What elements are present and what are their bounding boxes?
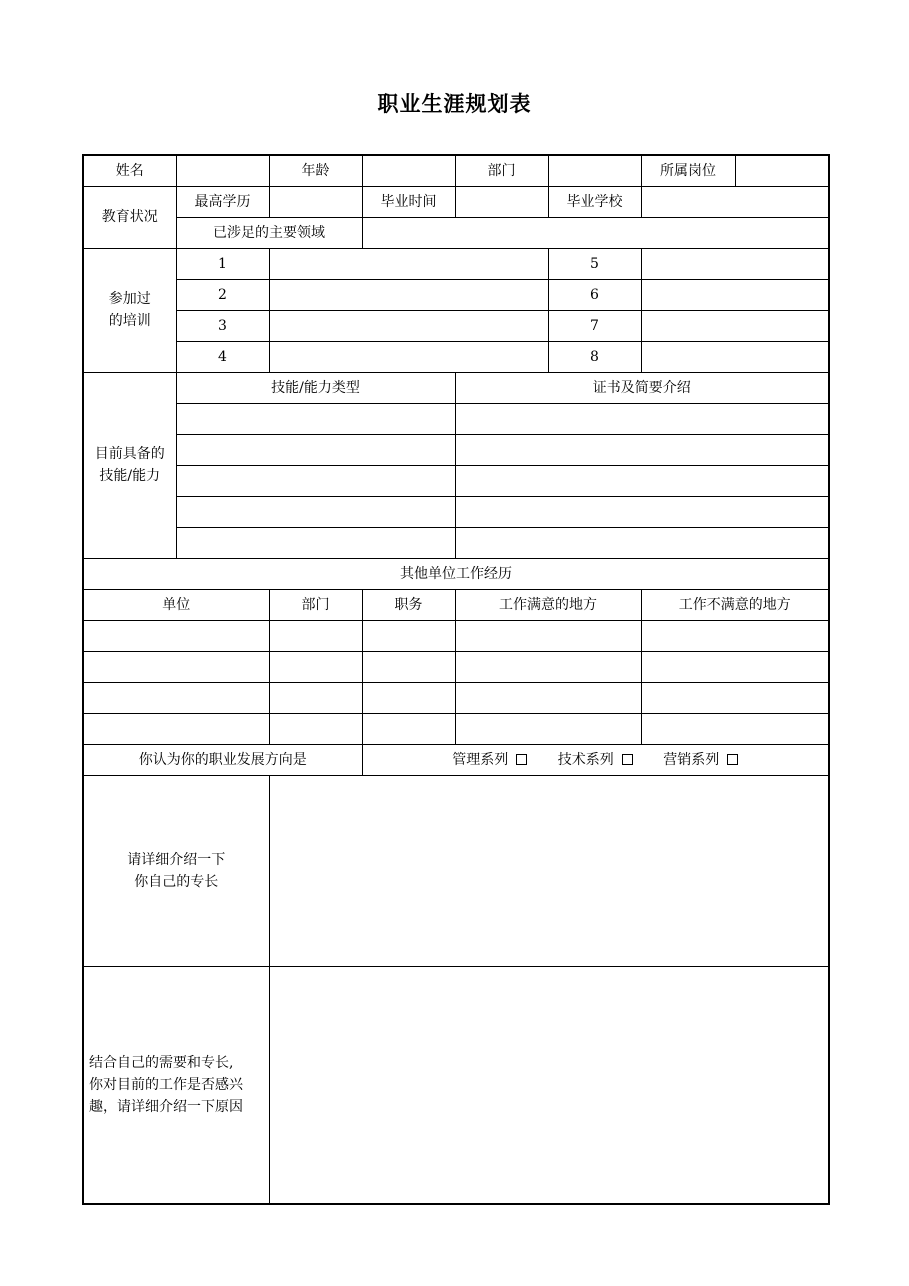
work-satisfied-field[interactable]: [455, 651, 641, 682]
training-field[interactable]: [641, 279, 829, 310]
career-question: 你认为你的职业发展方向是: [83, 744, 362, 775]
training-number: 4: [176, 341, 269, 372]
checkbox-icon[interactable]: [727, 754, 738, 765]
skill-type-field[interactable]: [176, 465, 455, 496]
work-row: [83, 651, 829, 682]
work-unsatisfied-field[interactable]: [641, 620, 829, 651]
fields-label: 已涉足的主要领域: [176, 217, 362, 248]
page-title: 职业生涯规划表: [377, 92, 532, 116]
skills-row: [83, 403, 829, 434]
skills-label-line1: 目前具备的: [94, 446, 165, 462]
cert-field[interactable]: [455, 465, 829, 496]
post-field[interactable]: [735, 155, 829, 186]
skills-row: [83, 465, 829, 496]
training-number: 2: [176, 279, 269, 310]
training-row: [83, 341, 829, 372]
school-label: 毕业学校: [548, 186, 641, 217]
work-title-row: [83, 558, 829, 589]
training-row: [83, 279, 829, 310]
work-header-row: [83, 589, 829, 620]
work-dept-field[interactable]: [269, 713, 362, 744]
education-row-2: [83, 217, 829, 248]
cert-field[interactable]: [455, 527, 829, 558]
training-row: [83, 310, 829, 341]
skills-header-row: [83, 372, 829, 403]
name-label: 姓名: [83, 155, 176, 186]
work-satisfied-field[interactable]: [455, 682, 641, 713]
work-unsatisfied-field[interactable]: [641, 651, 829, 682]
degree-field[interactable]: [269, 186, 362, 217]
specialty-field[interactable]: [269, 775, 829, 966]
option-marketing-label: 营销系列: [663, 751, 720, 768]
specialty-row: [83, 775, 829, 966]
training-number: 1: [176, 248, 269, 279]
training-field[interactable]: [641, 341, 829, 372]
work-unit-field[interactable]: [83, 651, 269, 682]
education-row-1: [83, 186, 829, 217]
interest-label-line1: 结合自己的需要和专长,: [89, 1054, 234, 1071]
career-options: [362, 744, 829, 775]
degree-label: 最高学历: [176, 186, 269, 217]
grad-time-field[interactable]: [455, 186, 548, 217]
training-field[interactable]: [641, 310, 829, 341]
training-number: 8: [548, 341, 641, 372]
dept-label: 部门: [455, 155, 548, 186]
option-management[interactable]: [452, 752, 557, 768]
work-dept-header: 部门: [269, 589, 362, 620]
training-row: [83, 248, 829, 279]
grad-time-label: 毕业时间: [362, 186, 455, 217]
work-row: [83, 620, 829, 651]
work-unit-field[interactable]: [83, 620, 269, 651]
career-plan-form: [82, 154, 830, 1205]
fields-field[interactable]: [362, 217, 829, 248]
training-number: 6: [548, 279, 641, 310]
work-unit-field[interactable]: [83, 713, 269, 744]
cert-header: 证书及简要介绍: [455, 372, 829, 403]
work-dept-field[interactable]: [269, 620, 362, 651]
training-field[interactable]: [641, 248, 829, 279]
cert-field[interactable]: [455, 434, 829, 465]
skill-type-field[interactable]: [176, 527, 455, 558]
work-satisfied-header: 工作满意的地方: [455, 589, 641, 620]
skills-section-label: [83, 372, 176, 558]
cert-field[interactable]: [455, 403, 829, 434]
option-marketing[interactable]: [663, 752, 738, 768]
work-position-field[interactable]: [362, 651, 455, 682]
training-field[interactable]: [269, 248, 548, 279]
age-field[interactable]: [362, 155, 455, 186]
name-field[interactable]: [176, 155, 269, 186]
checkbox-icon[interactable]: [516, 754, 527, 765]
option-technical[interactable]: [558, 752, 663, 768]
work-unsatisfied-field[interactable]: [641, 713, 829, 744]
checkbox-icon[interactable]: [622, 754, 633, 765]
option-management-label: 管理系列: [452, 751, 509, 768]
interest-label: [83, 966, 269, 1204]
work-position-header: 职务: [362, 589, 455, 620]
career-direction-row: [83, 744, 829, 775]
post-label: 所属岗位: [641, 155, 735, 186]
work-section-title: 其他单位工作经历: [83, 558, 829, 589]
education-section-label: 教育状况: [83, 186, 176, 248]
skill-type-field[interactable]: [176, 434, 455, 465]
work-unsatisfied-field[interactable]: [641, 682, 829, 713]
work-dept-field[interactable]: [269, 682, 362, 713]
training-number: 5: [548, 248, 641, 279]
skills-row: [83, 496, 829, 527]
skill-type-field[interactable]: [176, 496, 455, 527]
skills-label-line2: 技能/能力: [99, 468, 161, 484]
work-dept-field[interactable]: [269, 651, 362, 682]
specialty-label: [83, 775, 269, 966]
interest-label-line2: 你对目前的工作是否感兴: [89, 1076, 243, 1093]
work-row: [83, 682, 829, 713]
training-field[interactable]: [269, 279, 548, 310]
basic-info-row: [83, 155, 829, 186]
specialty-label-line2: 你自己的专长: [134, 873, 219, 890]
work-position-field[interactable]: [362, 713, 455, 744]
option-technical-label: 技术系列: [557, 751, 614, 768]
training-label-line2: 的培训: [108, 313, 151, 329]
work-satisfied-field[interactable]: [455, 713, 641, 744]
interest-label-line3: 趣，请详细介绍一下原因: [89, 1098, 243, 1115]
work-unit-header: 单位: [83, 589, 269, 620]
skill-type-header: 技能/能力类型: [176, 372, 455, 403]
skills-row: [83, 434, 829, 465]
interest-field[interactable]: [269, 966, 829, 1204]
school-field[interactable]: [641, 186, 829, 217]
specialty-label-line1: 请详细介绍一下: [127, 851, 226, 868]
training-section-label: [83, 248, 176, 372]
work-position-field[interactable]: [362, 620, 455, 651]
work-unit-field[interactable]: [83, 682, 269, 713]
work-satisfied-field[interactable]: [455, 620, 641, 651]
training-number: 3: [176, 310, 269, 341]
skill-type-field[interactable]: [176, 403, 455, 434]
cert-field[interactable]: [455, 496, 829, 527]
age-label: 年龄: [269, 155, 362, 186]
training-field[interactable]: [269, 341, 548, 372]
work-position-field[interactable]: [362, 682, 455, 713]
work-unsatisfied-header: 工作不满意的地方: [641, 589, 829, 620]
training-label-line1: 参加过: [108, 291, 151, 307]
training-field[interactable]: [269, 310, 548, 341]
dept-field[interactable]: [548, 155, 641, 186]
skills-row: [83, 527, 829, 558]
work-row: [83, 713, 829, 744]
training-number: 7: [548, 310, 641, 341]
interest-row: [83, 966, 829, 1204]
